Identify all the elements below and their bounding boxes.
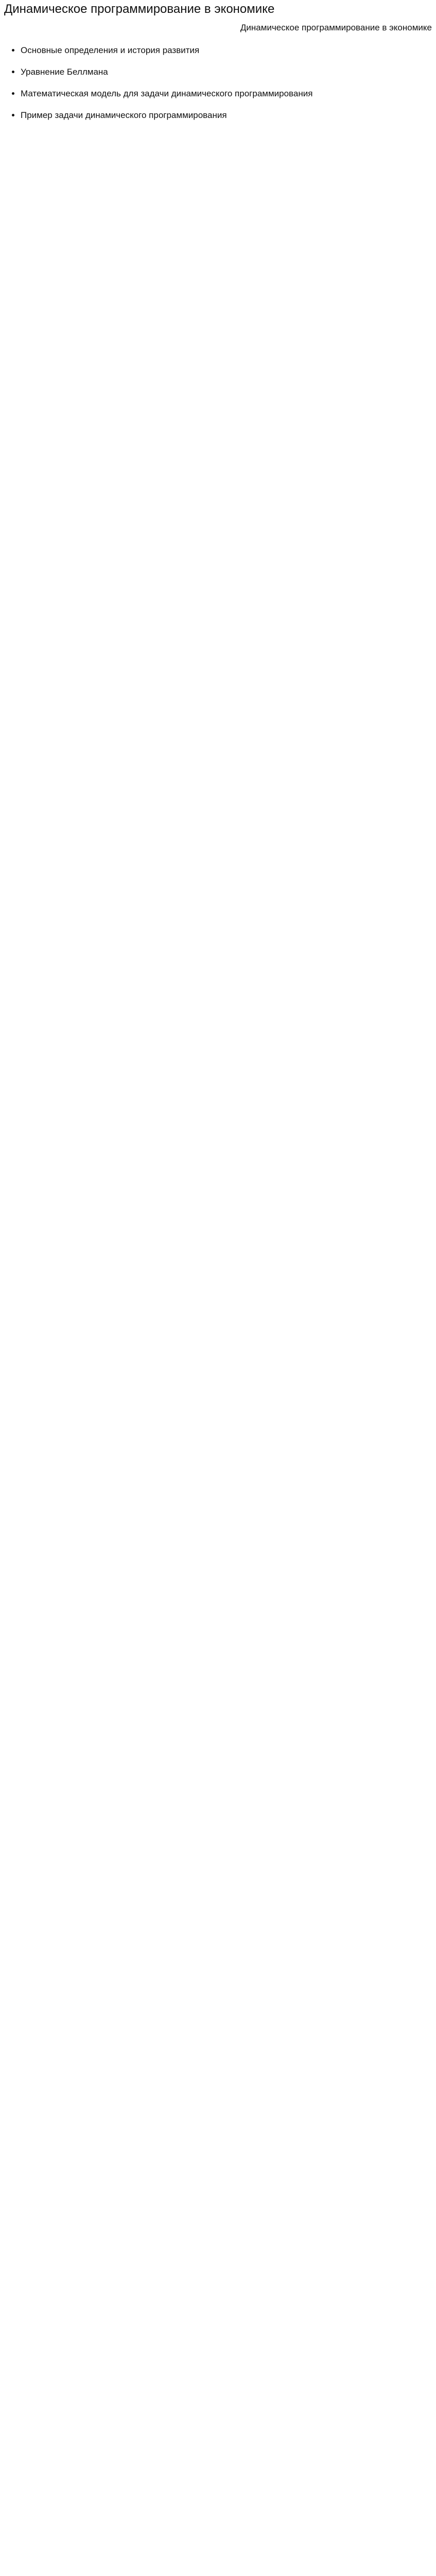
page-subtitle: Динамическое программирование в экономике bbox=[240, 23, 432, 32]
toc-link[interactable]: Основные определения и история развития bbox=[21, 45, 200, 55]
toc-link[interactable]: Уравнение Беллмана bbox=[21, 67, 108, 77]
toc-item bbox=[21, 45, 312, 56]
toc-link[interactable]: Пример задачи динамического программирования bbox=[21, 110, 227, 120]
toc-link[interactable]: Математическая модель для задачи динамического программирования bbox=[21, 89, 313, 98]
toc-item bbox=[21, 110, 312, 121]
page-title: Динамическое программирование в экономике bbox=[4, 2, 275, 16]
table-of-contents bbox=[15, 45, 312, 132]
toc-item bbox=[21, 89, 312, 99]
toc-item bbox=[21, 67, 312, 77]
